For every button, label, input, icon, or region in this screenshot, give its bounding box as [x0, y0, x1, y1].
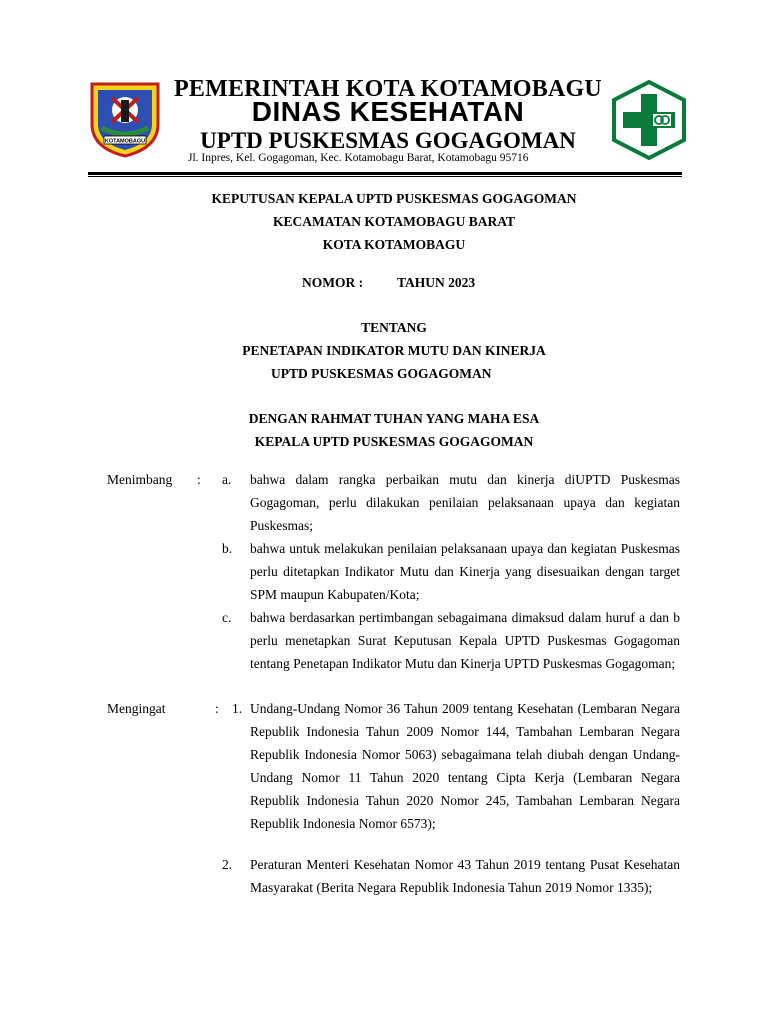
mengingat-marker-2: 2.	[222, 857, 233, 872]
menimbang-label: Menimbang	[107, 472, 173, 487]
menimbang-item-b: bahwa untuk melakukan penilaian pelaksanaan upaya dan kegiatan Puskesmas perlu ditetapkan Indikator Mutu dan Kinerja yang disesuaikan dengan target SPM maupun Kabupaten/Kota;	[250, 541, 680, 602]
decree-title-line1: KEPUTUSAN KEPALA UPTD PUSKESMAS GOGAGOMAN	[211, 191, 577, 206]
tahun-label: TAHUN 2023	[397, 275, 476, 290]
menimbang-item-c: bahwa berdasarkan pertimbangan sebagaimana dimaksud dalam huruf a dan b perlu menetapkan Surat Keputusan Kepala UPTD Puskesmas Gogagoman tentang Penetapan Indikator Mutu dan Kinerja UPTD Puskesmas Gogagoman;	[250, 610, 680, 671]
mengingat-item-1: Undang-Undang Nomor 36 Tahun 2009 tentang Kesehatan (Lembaran Negara Republik Indonesia Tahun 2009 Nomor 144, Tambahan Lembaran Negara Republik Indonesia Nomor 5063) sebagaimana telah diubah dengan Undang-Undang Nomor 11 Tahun 2020 tentang Cipta Kerja (Lembaran Negara Republik Indonesia Tahun 2020 Nomor 245, Tambahan Lembaran Negara Republik Indonesia Nomor 6573);	[250, 701, 680, 831]
kepala-line: KEPALA UPTD PUSKESMAS GOGAGOMAN	[254, 434, 534, 449]
mengingat-marker-1: 1.	[232, 701, 243, 716]
header-agency: DINAS KESEHATAN	[251, 96, 525, 127]
header-address: Jl. Inpres, Kel. Gogagoman, Kec. Kotamobagu Barat, Kotamobagu 95716	[188, 152, 529, 164]
menimbang-marker-c: c.	[222, 610, 232, 625]
menimbang-colon: :	[197, 472, 201, 487]
rahmat-line: DENGAN RAHMAT TUHAN YANG MAHA ESA	[248, 411, 540, 426]
header-unit: UPTD PUSKESMAS GOGAGOMAN	[200, 128, 576, 153]
nomor-label: NOMOR :	[302, 275, 364, 290]
header-government: PEMERINTAH KOTA KOTAMOBAGU	[174, 76, 602, 102]
menimbang-marker-b: b.	[222, 541, 233, 556]
subject-line1: PENETAPAN INDIKATOR MUTU DAN KINERJA	[242, 343, 546, 358]
decree-title-line2: KECAMATAN KOTAMOBAGU BARAT	[273, 214, 515, 229]
letterhead-rule-thick	[88, 172, 682, 175]
subject-line2: UPTD PUSKESMAS GOGAGOMAN	[271, 366, 492, 381]
letterhead-rule-thin	[88, 176, 682, 177]
mengingat-item-2: Peraturan Menteri Kesehatan Nomor 43 Tahun 2019 tentang Pusat Kesehatan Masyarakat (Berita Negara Republik Indonesia Tahun 2019 Nomor 1335);	[250, 857, 680, 895]
tentang-heading: TENTANG	[361, 320, 427, 335]
mengingat-colon: :	[215, 701, 219, 716]
kotamobagu-emblem-icon	[90, 80, 160, 158]
puskesmas-cross-logo-icon	[610, 80, 688, 160]
decree-title-line3: KOTA KOTAMOBAGU	[322, 237, 466, 252]
emblem-ribbon-text: KOTAMOBAGU	[104, 138, 146, 145]
menimbang-marker-a: a.	[222, 472, 232, 487]
menimbang-item-a: bahwa dalam rangka perbaikan mutu dan kinerja diUPTD Puskesmas Gogagoman, perlu dilakukan penilaian pelaksanaan upaya dan kegiatan Puskesmas;	[250, 472, 680, 533]
mengingat-label: Mengingat	[107, 701, 166, 716]
